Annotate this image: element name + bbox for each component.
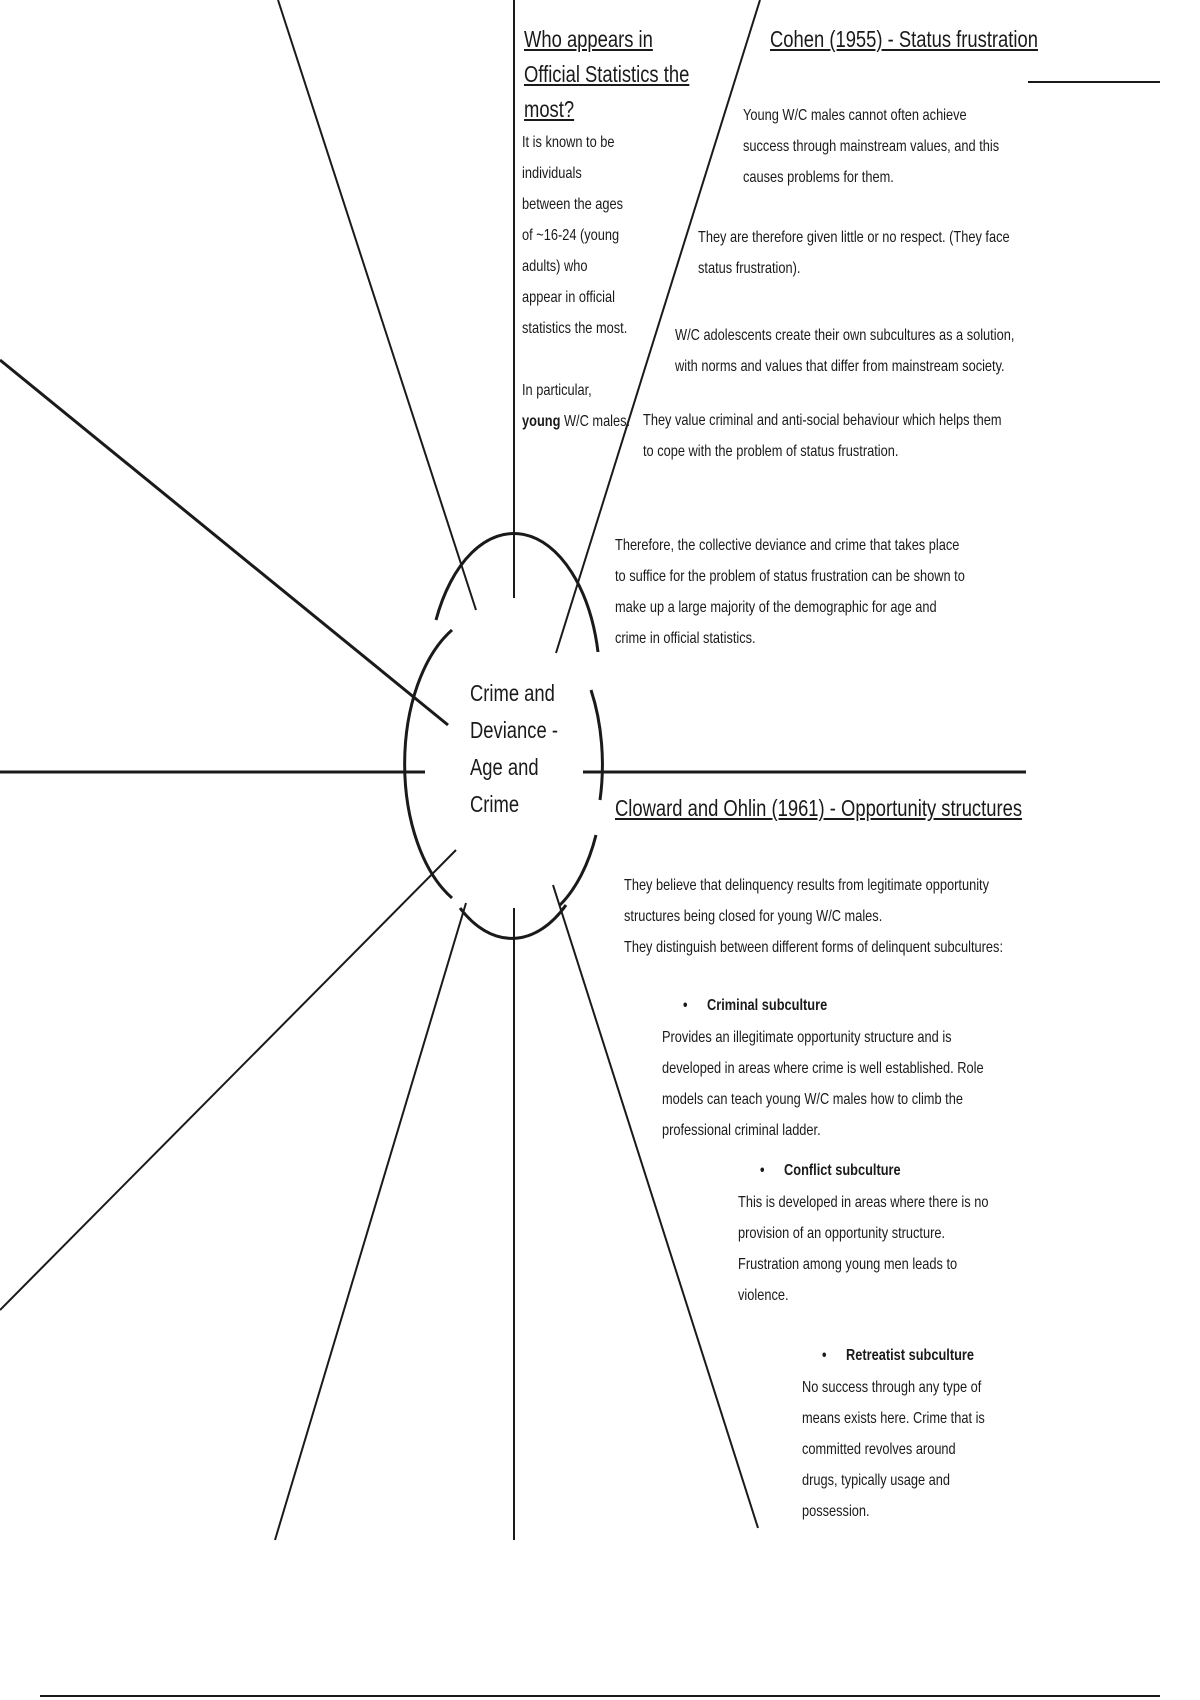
who-appears-heading: Who appears in Official Statistics the most? [524, 26, 690, 122]
center-label: Crime and Deviance - Age and Crime [470, 680, 558, 817]
spoke-lower-left-diagonal [0, 850, 456, 1310]
center-circle-arc-right-upper [591, 690, 602, 800]
who-appears-young-wc [522, 375, 650, 437]
retreatist-subculture-title [822, 1344, 974, 1368]
center-circle-arc-top [436, 533, 598, 652]
cloward-intro-1: They believe that delinquency results from legitimate opportunity structures being closed for young W/C males. [624, 877, 989, 925]
who-appears-young: young [522, 413, 561, 430]
center-circle-arc-left [405, 630, 452, 898]
cohen-text-4: They value criminal and anti-social behaviour which helps them to cope with the problem of status frustration. [643, 412, 1002, 460]
cohen-text-1: Young W/C males cannot often achieve success through mainstream values, and this causes problems for them. [743, 107, 1000, 186]
criminal-bullet: • [683, 997, 688, 1014]
criminal-title-text: Criminal subculture [707, 997, 828, 1014]
spoke-bottom-right [553, 885, 758, 1528]
retreatist-title-text: Retreatist subculture [846, 1347, 975, 1364]
retreatist-bullet: • [822, 1347, 827, 1364]
cloward-intro-2: They distinguish between different forms of delinquent subcultures: [624, 939, 1004, 956]
cohen-text-3: W/C adolescents create their own subcultures as a solution, with norms and values that differ from mainstream society. [675, 327, 1015, 375]
center-circle-arc-right-lower [560, 835, 596, 905]
spoke-top-left [278, 0, 476, 610]
cloward-heading: Cloward and Ohlin (1961) - Opportunity structures [615, 795, 1023, 821]
retreatist-subculture-text: No success through any type of means exists here. Crime that is committed revolves around drugs, typically usage and possession. [802, 1379, 985, 1520]
cohen-text-5: Therefore, the collective deviance and crime that takes place to suffice for the problem of status frustration can be shown to make up a large majority of the demographic for age and crime in official statistics. [615, 537, 965, 647]
who-appears-prefix: In particular, [522, 382, 592, 399]
spoke-bottom-left [275, 903, 466, 1540]
conflict-title-text: Conflict subculture [784, 1162, 901, 1179]
cohen-heading: Cohen (1955) - Status frustration [770, 26, 1038, 52]
who-appears-suffix: W/C males. [563, 413, 631, 430]
spoke-upper-left-diagonal [0, 360, 448, 725]
conflict-subculture-title [760, 1159, 901, 1183]
conflict-bullet: • [760, 1162, 765, 1179]
who-appears-text: It is known to be individuals between the ages of ~16-24 (young adults) who appear in official statistics the most. [522, 134, 628, 337]
conflict-subculture-text: This is developed in areas where there is no provision of an opportunity structure. Frustration among young men leads to violence. [738, 1194, 989, 1304]
criminal-subculture-text: Provides an illegitimate opportunity structure and is developed in areas where crime is well established. Role models can teach young W/C males how to climb the professional criminal ladder. [662, 1029, 984, 1139]
criminal-subculture-title [683, 994, 827, 1018]
cohen-text-2: They are therefore given little or no respect. (They face status frustration). [698, 229, 1010, 277]
